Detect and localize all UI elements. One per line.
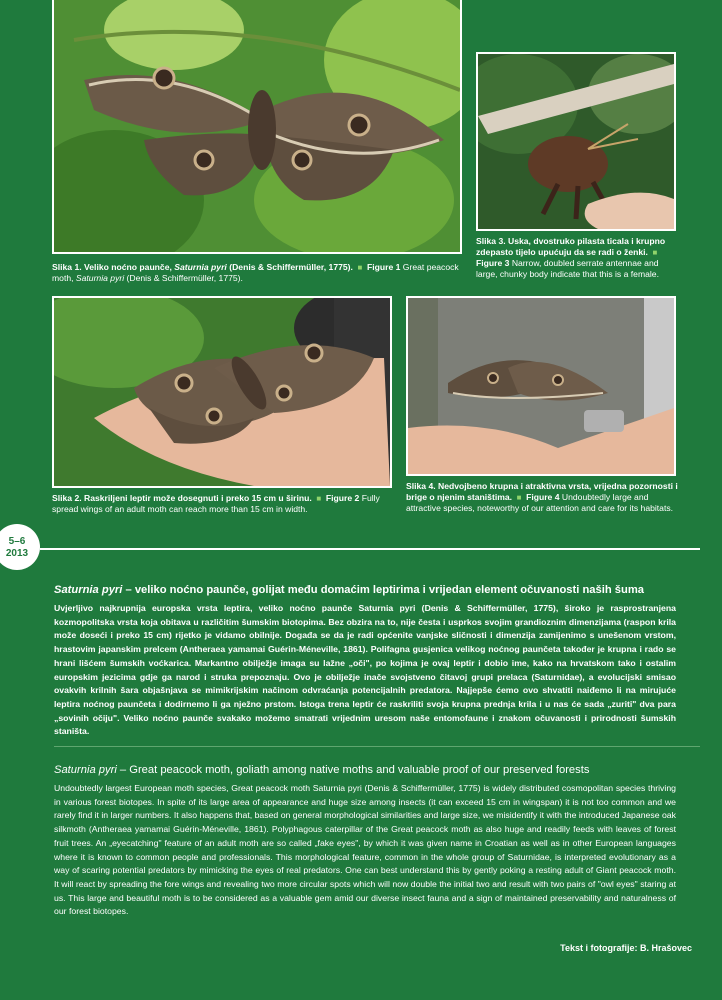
figure-3-hr-text: Uska, dvostruko pilasta ticala i krupno zdepasto tijelo upućuju da se radi o ženki. (476, 236, 666, 257)
section-separator (54, 746, 700, 747)
section-hr-body: Uvjerljivo najkrupnija europska vrsta leptira, veliko noćno paunče Saturnia pyri (Denis & Schiffermüller, 1775), široko je rasprostranjena kozmopolitska vrsta koja obitava u različitim šumskim biotopima. Bez obzira na to, nije česta i usprkos svojim grandioznim dimenzijama (raspon krila može doseći i preko 15 cm) rijetko je vidamo obilnije. Događa se da je radi općenite vanjske sličnosti i dimenzija zamijenimo s unešenom vrstom, hrastovim japanskim prelcem (Antheraea yamamai Guérin-Méneville, 1861). Polifagna gusjenica velikog noćnog paunčeta također je krupna i rado se hrani lišćem šumskih voćkarica. Markantno obilježje imaga su lažne „oči", po kojima je ovaj leptir i dobio ime, kako na hrvatskom tako i ostalim europskim jezicima gdje ga narod i struka prepoznaju. Ovo je obilježje inače svojstveno čitavoj grupi prelaca (Saturnidae), a evolucijski smisao ovakvih krilnih šara objašnjava se mimikrijskim načinom odvraćanja potencijalnih predatora. Najjepše ćemo ovo shvatiti naiđemo li na mirujuće leptira noćnog paunčeta i dodirnemo li ga nježno prstom. Istoga trena leptir će raskriliti svoja krupna prednja krila i u nas će sada „zuriti" dva para „sovinih očiju". Veliko noćno paunče svakako možemo smatrati vrijednim uresom naše entomofaune i znakom očuvanosti i prirodnosti šumskih staništa. (54, 603, 676, 737)
figure-3-en-label: Figure 3 (476, 258, 510, 268)
figure-4-en-label: Figure 4 (526, 492, 560, 502)
photo-moth-on-shirt (406, 296, 676, 476)
caption-separator-icon: ■ (514, 493, 524, 502)
caption-separator-icon: ■ (355, 263, 365, 272)
figure-3-hr-label: Slika 3. (476, 236, 506, 246)
figure-4-caption (406, 481, 678, 514)
section-en-title (54, 764, 680, 776)
photo-credit: Tekst i fotografije: B. Hrašovec (560, 943, 692, 953)
figure-3-en-text: Narrow, doubled serrate antennae and large, chunky body indicate that this is a female. (476, 258, 659, 279)
section-en-title-text: – Great peacock moth, goliath among native moths and valuable proof of our preserved forests (116, 764, 590, 776)
section-divider (40, 548, 700, 550)
figure-3-caption (476, 236, 676, 280)
figure-1-hr-label: Slika 1. (52, 262, 82, 272)
section-hr-title (54, 584, 680, 596)
figure-1-hr-species: Saturnia pyri (174, 262, 227, 272)
page-number-badge (0, 524, 40, 570)
figure-1-caption (52, 262, 462, 284)
figure-1-hr-text: Veliko noćno paunče, (84, 262, 175, 272)
page-number: 5–6 2013 (5, 536, 29, 559)
section-hr-title-text: – veliko noćno paunče, golijat među domaćim leptirima i vrijedan element očuvanosti naših šuma (122, 584, 644, 596)
figure-4-hr-label: Slika 4. (406, 481, 436, 491)
photo-moth-on-finger (476, 52, 676, 231)
figure-2-hr-text: Raskriljeni leptir može dosegnuti i preko 15 cm u širinu. (81, 493, 312, 503)
figure-2-caption (52, 493, 392, 515)
section-hr-title-species: Saturnia pyri (54, 584, 123, 596)
figure-2-en-text: Fully spread wings of an adult moth can reach more than 15 cm in width. (52, 493, 380, 514)
figure-1-en-text: Great peacock moth, (52, 262, 459, 283)
figure-2-en-label: Figure 2 (325, 493, 360, 503)
figure-2-hr-label: Slika 2. (52, 493, 82, 503)
caption-separator-icon: ■ (314, 494, 324, 503)
figure-1-en-label: Figure 1 (366, 262, 401, 272)
section-en-body: Undoubtedly largest European moth species, Great peacock moth Saturnia pyri (Denis & Schiffermüller, 1775) is widely distributed cosmopolitan species thriving in various forest biotopes. In spite of its large area of appearance and huge size among insects (it can exceed 15 cm in wingspan) it is not too common and we rarely find it in larger numbers. It also happens that, based on general morphological similarities and large size, we misidentify it with the introduced Japanese oak silkmoth (Antheraea yamamai Guérin-Méneville, 1861). Polyphagous caterpillar of the Great peacock moth as also huge and readily feeds with leaves of forest fruit trees. An „eyecatching" feature of an adult moth are so called „fake eyes", by which it was given name in Croatian as well as in other European languages where it is known to common people and professionals. This morphological feature, common in the whole group of Saturnidae, is interpreted evolutionary as a way of scaring potential predators by mimicking the eyes of real predators. One can best understand this by gently poking a resting adult of Giant peacock moth. It will react by spreading the fore wings and revealing two more circular spots which will now double the initial two and result with two pairs of "owl eyes" staring at us. This large and beautiful moth is to be considered as a valuable gem amid our diverse insect fauna and a sign of maintained preservability and naturalness of our forest biotopes. (54, 783, 676, 917)
figure-1-hr-author: (Denis & Schiffermüller, 1775). (226, 262, 353, 272)
caption-separator-icon: ■ (650, 248, 660, 257)
figure-1-en-author: (Denis & Schiffermüller, 1775). (124, 273, 243, 283)
photo-moth-on-hands (52, 296, 392, 488)
section-en-title-species: Saturnia pyri (54, 764, 117, 776)
figure-4-hr-text: Nedvojbeno krupna i atraktivna vrsta, vrijedna pozornosti i brige o njenim staništima. (406, 481, 678, 502)
photo-moth-on-leaves (52, 0, 462, 254)
figure-1-en-species: Saturnia pyri (75, 273, 125, 283)
figure-4-en-text: Undoubtedly large and attractive species, noteworthy of our attention and care for its habitats. (406, 492, 674, 513)
